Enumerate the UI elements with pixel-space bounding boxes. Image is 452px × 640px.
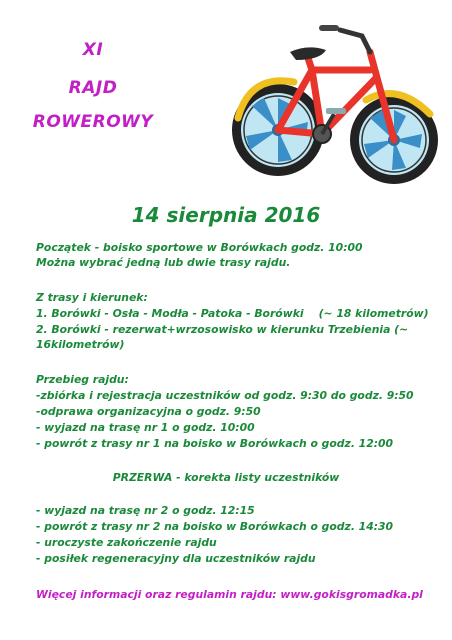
title-line-2: RAJD: [68, 78, 118, 98]
bicycle-illustration: [230, 22, 440, 202]
schedule-item: - uroczyste zakończenie rajdu: [36, 536, 217, 549]
break-label: PRZERWA: [112, 471, 173, 484]
schedule-heading: Przebieg rajdu:: [36, 373, 129, 386]
schedule-item: - posiłek regeneracyjny dla uczestników rajdu: [36, 552, 316, 565]
more-info-link[interactable]: Więcej informacji oraz regulamin rajdu: www.gokisgromadka.pl: [36, 588, 423, 601]
title-line-1: XI: [82, 40, 104, 60]
schedule-item: - powrót z trasy nr 1 na boisko w Borówkach o godz. 12:00: [36, 437, 394, 450]
route-choice-note: Można wybrać jedną lub dwie trasy rajdu.: [36, 256, 291, 269]
schedule-item: - wyjazd na trasę nr 2 o godz. 12:15: [36, 504, 255, 517]
schedule-item: -zbiórka i rejestracja uczestników od godz. 9:30 do godz. 9:50: [36, 389, 414, 402]
break-description: - korekta listy uczestników: [172, 471, 340, 484]
routes-heading: Z trasy i kierunek:: [36, 291, 148, 304]
schedule-item: - powrót z trasy nr 2 na boisko w Borówkach o godz. 14:30: [36, 520, 394, 533]
break-line: [0, 470, 452, 485]
event-date: 14 sierpnia 2016: [131, 203, 321, 227]
route-1: 1. Borówki - Osła - Modła - Patoka - Borówki (~ 18 kilometrów): [36, 307, 429, 320]
schedule-item: - wyjazd na trasę nr 1 o godz. 10:00: [36, 421, 255, 434]
route-2: 2. Borówki - rezerwat+wrzosowisko w kierunku Trzebienia (~ 16kilometrów): [36, 323, 409, 351]
schedule-item: -odprawa organizacyjna o godz. 9:50: [36, 405, 261, 418]
title-line-3: ROWEROWY: [32, 112, 154, 132]
start-info: Początek - boisko sportowe w Borówkach godz. 10:00: [36, 241, 363, 254]
